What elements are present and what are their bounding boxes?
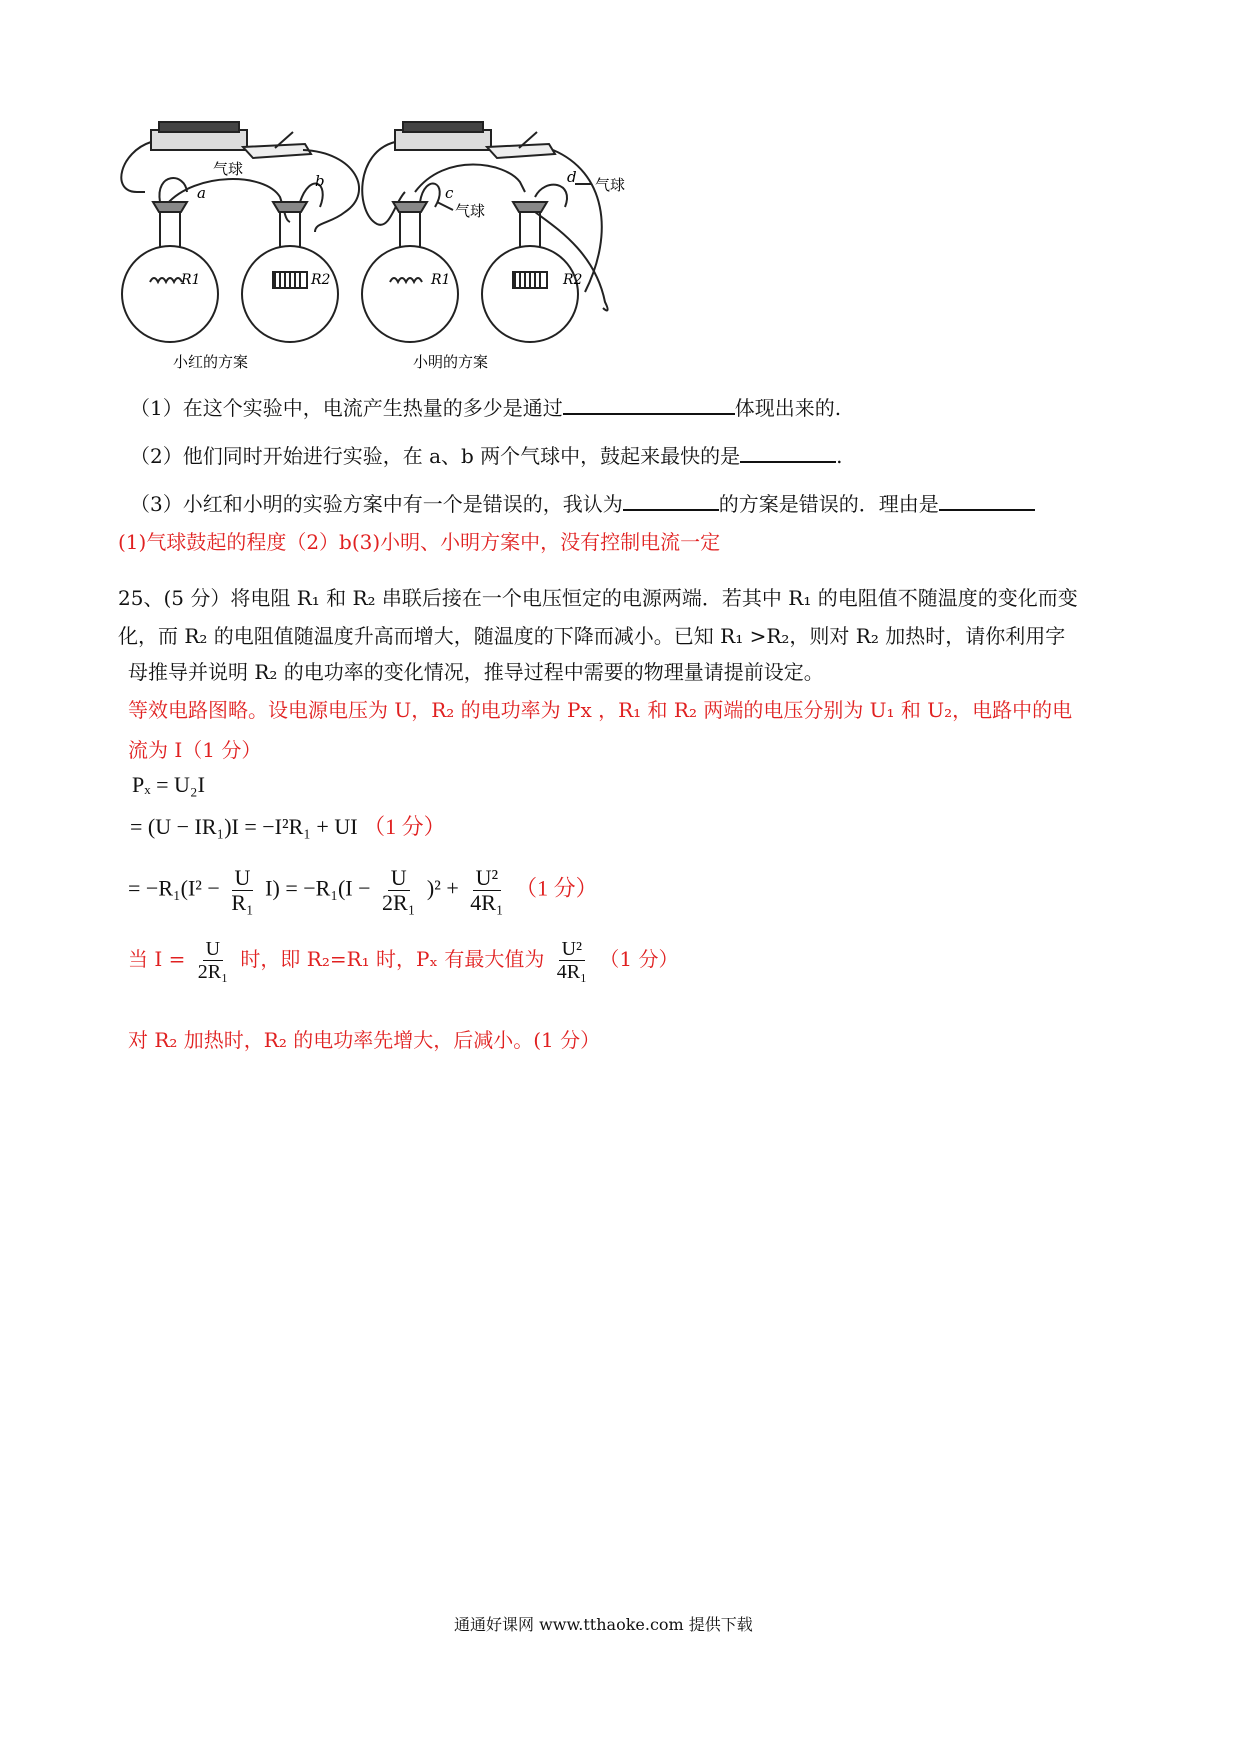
max-condition-prefix: 当 I = bbox=[128, 947, 186, 971]
label-r2-right: R2 bbox=[563, 272, 583, 288]
q24-part1-suffix: 体现出来的. bbox=[734, 396, 842, 420]
q25-line2: 化，而 R₂ 的电阻值随温度升高而增大，随温度的下降而减小。已知 R₁ >R₂，则对 R₂ 加热时，请你利用字 bbox=[118, 624, 1066, 648]
fraction-u-over-2r1: $\frac{U}{\text{2R₁}}$ bbox=[382, 865, 416, 916]
fraction-u-over-r1: $\frac{U}{\text{R₁}}$ bbox=[231, 865, 254, 916]
q25-line1: 25、(5 分）将电阻 R₁ 和 R₂ 串联后接在一个电压恒定的电源两端．若其中 R₁ 的电阻值不随温度的变化而变 bbox=[118, 586, 1078, 610]
q24-part3-prefix: （3）小红和小明的实验方案中有一个是错误的，我认为 bbox=[130, 492, 623, 516]
q25-conclusion: 对 R₂ 加热时，R₂ 的电功率先增大，后减小。(1 分） bbox=[128, 1028, 601, 1052]
label-r1-left: R1 bbox=[181, 272, 201, 288]
equation-2-text: = (U − IR₁)I = −I²R₁ + UI bbox=[130, 814, 358, 839]
label-a: a bbox=[197, 184, 206, 202]
label-r1-right: R1 bbox=[431, 272, 451, 288]
fraction-max-value: $\frac{\text{U²}}{\text{4R₁}}$ bbox=[556, 938, 587, 983]
q24-part1-blank[interactable] bbox=[563, 395, 735, 415]
q24-part1 bbox=[130, 392, 841, 421]
fraction-i-equals: $\frac{U}{\text{2R₁}}$ bbox=[197, 938, 229, 983]
equation-2 bbox=[130, 810, 446, 841]
max-condition-score: （1 分） bbox=[599, 947, 679, 971]
equation-3 bbox=[128, 866, 598, 915]
caption-right: 小明的方案 bbox=[413, 353, 489, 371]
balloon-label-right1: 气球 bbox=[455, 202, 486, 220]
experiment-figure bbox=[115, 112, 715, 372]
q24-part3 bbox=[130, 488, 1035, 517]
equation-3-part-c: )² + bbox=[426, 875, 459, 901]
q25-solution-line2: 流为 I（1 分） bbox=[128, 738, 262, 762]
label-b: b bbox=[315, 172, 325, 190]
q24-part2 bbox=[130, 440, 843, 469]
balloon-label-left: 气球 bbox=[213, 160, 244, 178]
page-footer: 通通好课网 www.tthaoke.com 提供下载 bbox=[454, 1615, 753, 1634]
caption-left: 小红的方案 bbox=[173, 353, 249, 371]
fraction-u2-over-4r1: $\frac{\text{U²}}{\text{4R₁}}$ bbox=[470, 865, 504, 916]
q24-answer: (1)气球鼓起的程度（2）b(3)小明、小明方案中，没有控制电流一定 bbox=[118, 530, 721, 554]
q24-part1-prefix: （1）在这个实验中，电流产生热量的多少是通过 bbox=[130, 396, 563, 420]
max-condition-mid: 时，即 R₂=R₁ 时，Pₓ 有最大值为 bbox=[240, 947, 545, 971]
label-d: d bbox=[567, 168, 577, 186]
q24-part3-mid: 的方案是错误的．理由是 bbox=[718, 492, 939, 516]
q24-part2-blank[interactable] bbox=[740, 443, 836, 463]
equation-3-score: （1 分） bbox=[515, 875, 598, 901]
q24-part3-blank1[interactable] bbox=[623, 491, 719, 511]
equation-3-part-b: I) = −R₁(I − bbox=[265, 875, 371, 901]
balloon-label-right2: 气球 bbox=[595, 176, 626, 194]
equation-3-part-a: = −R₁(I² − bbox=[128, 875, 220, 901]
label-c: c bbox=[445, 184, 454, 202]
equation-2-score: （1 分） bbox=[363, 814, 446, 839]
q24-part3-blank2[interactable] bbox=[939, 491, 1035, 511]
q24-part2-prefix: （2）他们同时开始进行实验，在 a、b 两个气球中，鼓起来最快的是 bbox=[130, 444, 741, 468]
q25-line3: 母推导并说明 R₂ 的电功率的变化情况，推导过程中需要的物理量请提前设定。 bbox=[128, 660, 824, 684]
max-condition bbox=[128, 938, 678, 983]
q25-solution-line1: 等效电路图略。设电源电压为 U，R₂ 的电功率为 Px ，R₁ 和 R₂ 两端的电压分别为 U₁ 和 U₂，电路中的电 bbox=[128, 698, 1073, 722]
equation-1: Pₓ = U₂I bbox=[132, 772, 205, 797]
q24-part2-suffix: . bbox=[836, 444, 843, 468]
label-r2-left: R2 bbox=[311, 272, 331, 288]
